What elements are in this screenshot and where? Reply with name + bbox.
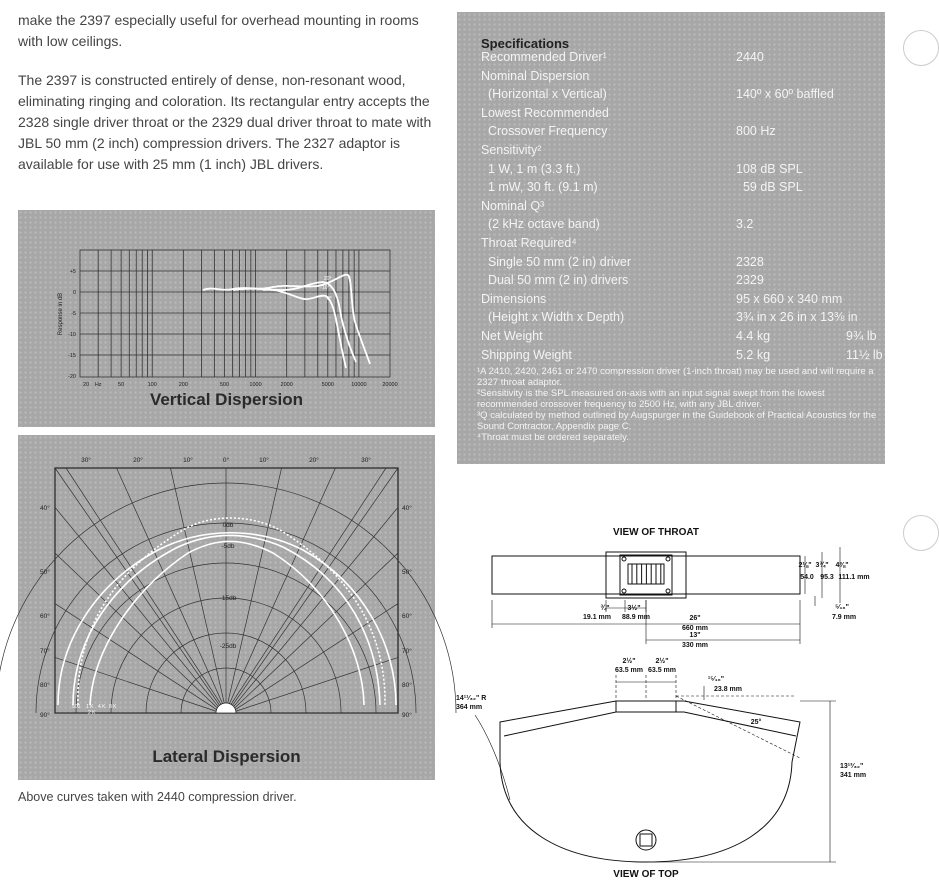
- polar-radial: [234, 507, 398, 706]
- x-tick-label: 2000: [280, 382, 293, 388]
- dim-d516mm: 7.9 mm: [831, 614, 857, 621]
- curve-label-10: 10°: [322, 285, 330, 291]
- spec-value: 2440: [736, 50, 764, 64]
- spec-value: 4.4 kg: [736, 329, 771, 343]
- dim-t15mm: 23.8 mm: [713, 686, 743, 693]
- spec-label: Dimensions: [481, 291, 547, 306]
- vertical-dispersion-title: Vertical Dispersion: [149, 390, 304, 409]
- curves-caption: Above curves taken with 2440 compression driver.: [18, 790, 297, 804]
- dim-w13mm: 330 mm: [681, 642, 709, 649]
- side-angle-label: 80°: [40, 682, 50, 689]
- frequency-label: 8 K: [109, 704, 117, 710]
- spec-label: Throat Required⁴: [481, 236, 577, 250]
- dim-d34: ¾": [600, 605, 610, 612]
- db-ring-label: -5db: [221, 543, 235, 550]
- side-angle-label: 70°: [40, 648, 50, 655]
- note-1: ¹A 2410, 2420, 2461 or 2470 compression driver (1-inch throat) may be used and will require a 2327 throat adaptor.: [477, 366, 874, 388]
- dim-h2mm: 95.3: [820, 574, 834, 581]
- side-angle-label: 90°: [402, 712, 412, 719]
- lateral-dispersion-title: Lateral Dispersion: [152, 747, 301, 766]
- spec-label: 1 mW, 30 ft. (9.1 m): [481, 180, 598, 195]
- dim-w26mm: 660 mm: [681, 625, 709, 632]
- db-ring-label: -25db: [219, 643, 237, 650]
- dim-t1mm: 63.5 mm: [614, 667, 644, 674]
- x-tick-label: 10000: [351, 382, 367, 388]
- x-tick-label: 5000: [321, 382, 334, 388]
- dim-radius: 14¹¹⁄₃₂" R: [456, 695, 487, 702]
- x-tick-label: Hz: [94, 382, 102, 388]
- y-tick-label: -5: [71, 311, 76, 317]
- side-angle-label: 50°: [40, 569, 50, 576]
- dim-h1: 2⅛": [798, 562, 812, 569]
- dim-angle: 25°: [750, 719, 762, 726]
- specifications-title: Specifications: [481, 36, 570, 51]
- dim-t2mm: 63.5 mm: [647, 667, 677, 674]
- spec-label: Nominal Dispersion: [481, 68, 590, 83]
- side-angle-label: 60°: [40, 613, 50, 620]
- view-of-top-title: VIEW OF TOP: [613, 869, 679, 880]
- polar-radial: [55, 604, 217, 710]
- top-view-dimension-lines: [475, 682, 836, 862]
- dim-depthmm: 341 mm: [840, 772, 867, 779]
- top-angle-label: 20°: [309, 457, 319, 464]
- dim-h3: 4⅜": [835, 562, 849, 569]
- spec-label: (2 kHz octave band): [481, 217, 600, 232]
- top-angle-label: 10°: [259, 457, 269, 464]
- side-angle-label: 40°: [402, 505, 412, 512]
- dim-d312mm: 88.9 mm: [621, 614, 651, 621]
- side-angle-label: 90°: [40, 712, 50, 719]
- y-tick-label: +5: [69, 269, 76, 275]
- specifications-panel: [457, 12, 885, 464]
- spec-value: 2328: [736, 254, 764, 269]
- x-tick-label: 1000: [249, 382, 262, 388]
- curve-label-0: 0°: [327, 296, 332, 302]
- y-tick-label: -20: [68, 374, 76, 380]
- top-angle-label: 10°: [183, 457, 193, 464]
- x-tick-label: 50: [118, 382, 125, 388]
- spec-label: Lowest Recommended: [481, 105, 609, 120]
- db-ring-label: 0db: [222, 522, 234, 529]
- dim-d34mm: 19.1 mm: [582, 614, 612, 621]
- note-4: ⁴Throat must be ordered separately.: [477, 432, 629, 443]
- side-angle-label: 60°: [402, 613, 412, 620]
- polar-curve-solid-3: [90, 541, 364, 705]
- top-angle-label: 20°: [133, 457, 143, 464]
- spec-label: Recommended Driver¹: [481, 50, 607, 64]
- spec-value: 95 x 660 x 340 mm: [736, 291, 843, 306]
- dim-h3mm: 111.1 mm: [838, 574, 870, 581]
- dim-w26: 26": [689, 615, 701, 622]
- dim-radiusmm: 364 mm: [456, 704, 483, 711]
- spec-label: 1 W, 1 m (3.3 ft.): [481, 161, 581, 176]
- response-curve-10deg: [233, 282, 356, 362]
- dim-h1mm: 54.0: [800, 574, 814, 581]
- x-tick-label: 20000: [382, 382, 398, 388]
- note-2: ²Sensitivity is the SPL measured on-axis with an input signal swept from the lowest recommended crossover frequency to 2500 Hz, with any JBL driver.: [477, 388, 825, 410]
- y-tick-label: -10: [68, 332, 76, 338]
- spec-label: Single 50 mm (2 in) driver: [481, 254, 632, 269]
- dim-t15: ¹⁵⁄₁₆": [707, 676, 725, 683]
- intro-paragraph-2: The 2397 is constructed entirely of dense, non-resonant wood, eliminating ringing and coloration. Its rectangular entry accepts the 2328 single driver throat or the 2329 dual driver throat to mate with JBL 50 mm (2 inch) compression drivers. The 2327 adaptor is available for use with 25 mm (1 inch) JBL drivers.: [18, 72, 432, 172]
- x-tick-label: 100: [147, 382, 157, 388]
- spec-value: 3¾ in x 26 in x 13⅜ in: [736, 310, 858, 325]
- spec-label: Nominal Q³: [481, 198, 545, 213]
- spec-value-imperial: 9¾ lb: [846, 329, 877, 343]
- side-angle-label: 70°: [402, 648, 412, 655]
- dim-d516: ⁵⁄₁₆": [835, 604, 849, 611]
- vertical-dispersion-panel: [18, 210, 435, 427]
- spec-label: Sensitivity²: [481, 143, 542, 157]
- dim-w13: 13": [689, 632, 701, 639]
- top-angle-label: 0°: [222, 457, 230, 464]
- polar-radial: [117, 468, 223, 704]
- vertical-ylabel: Response in dB: [58, 292, 64, 336]
- technical-drawing: [456, 500, 930, 880]
- view-of-throat-title: VIEW OF THROAT: [613, 527, 699, 538]
- spec-label: Crossover Frequency: [481, 124, 608, 139]
- frequency-label: 4 K: [98, 704, 106, 710]
- spec-label: Shipping Weight: [481, 347, 572, 362]
- page-margin-circle-top: [903, 30, 939, 66]
- spec-value: 59 dB SPL: [736, 180, 803, 195]
- x-tick-label: 20: [82, 382, 90, 388]
- spec-label: (Horizontal x Vertical): [481, 87, 607, 102]
- polar-curve-solid-1: [58, 533, 396, 705]
- top-angle-label: 30°: [361, 457, 371, 464]
- polar-radial: [55, 468, 220, 705]
- intro-paragraph-1: make the 2397 especially useful for overhead mounting in rooms with low ceilings.: [18, 12, 419, 49]
- side-angle-label: 50°: [402, 569, 412, 576]
- top-angle-label: 30°: [81, 457, 91, 464]
- y-tick-label: -15: [68, 353, 76, 359]
- x-tick-label: 500: [219, 382, 230, 388]
- spec-value-imperial: 11½ lb: [846, 347, 883, 362]
- spec-value: 140º x 60º baffled: [736, 87, 834, 102]
- spec-label: Dual 50 mm (2 in) drivers: [481, 273, 629, 288]
- dim-d312: 3½": [627, 605, 641, 612]
- dim-depth: 13¹³⁄₃₂": [840, 763, 864, 770]
- note-3: ³Q calculated by method outlined by Augspurger in the Guidebook of Practical Acoustics for the Sound Contractor, Appendix page C.: [477, 410, 877, 432]
- throat-view: [492, 552, 800, 598]
- specification-notes: [477, 366, 877, 443]
- intro-text: [18, 10, 438, 193]
- spec-value: 3.2: [736, 217, 754, 232]
- spec-value: 800 Hz: [736, 124, 776, 139]
- spec-label: (Height x Width x Depth): [481, 310, 625, 325]
- spec-value: 2329: [736, 273, 764, 288]
- polar-radial: [232, 468, 398, 705]
- polar-frame: [55, 468, 398, 713]
- frequency-label: 500: [72, 704, 81, 710]
- frequency-label: 1 K: [86, 704, 94, 710]
- dim-h2: 3¾": [815, 562, 829, 569]
- spec-value: 108 dB SPL: [736, 161, 803, 176]
- curve-label-20: 20°: [324, 276, 332, 282]
- dim-t1: 2½": [622, 658, 636, 665]
- x-tick-label: 200: [178, 382, 188, 388]
- lateral-dispersion-panel: [18, 435, 435, 780]
- y-tick-label: 0: [72, 290, 76, 296]
- side-angle-label: 80°: [402, 682, 412, 689]
- spec-label: Net Weight: [481, 329, 543, 343]
- polar-grid: [0, 468, 456, 713]
- db-ring-label: -15db: [219, 595, 237, 602]
- dim-t2: 2½": [655, 658, 669, 665]
- lateral-polar-graph: [18, 435, 435, 780]
- spec-value: 5.2 kg: [736, 347, 771, 362]
- polar-radial: [229, 468, 335, 704]
- frequency-label: 2 K: [88, 710, 96, 716]
- side-angle-label: 40°: [40, 505, 50, 512]
